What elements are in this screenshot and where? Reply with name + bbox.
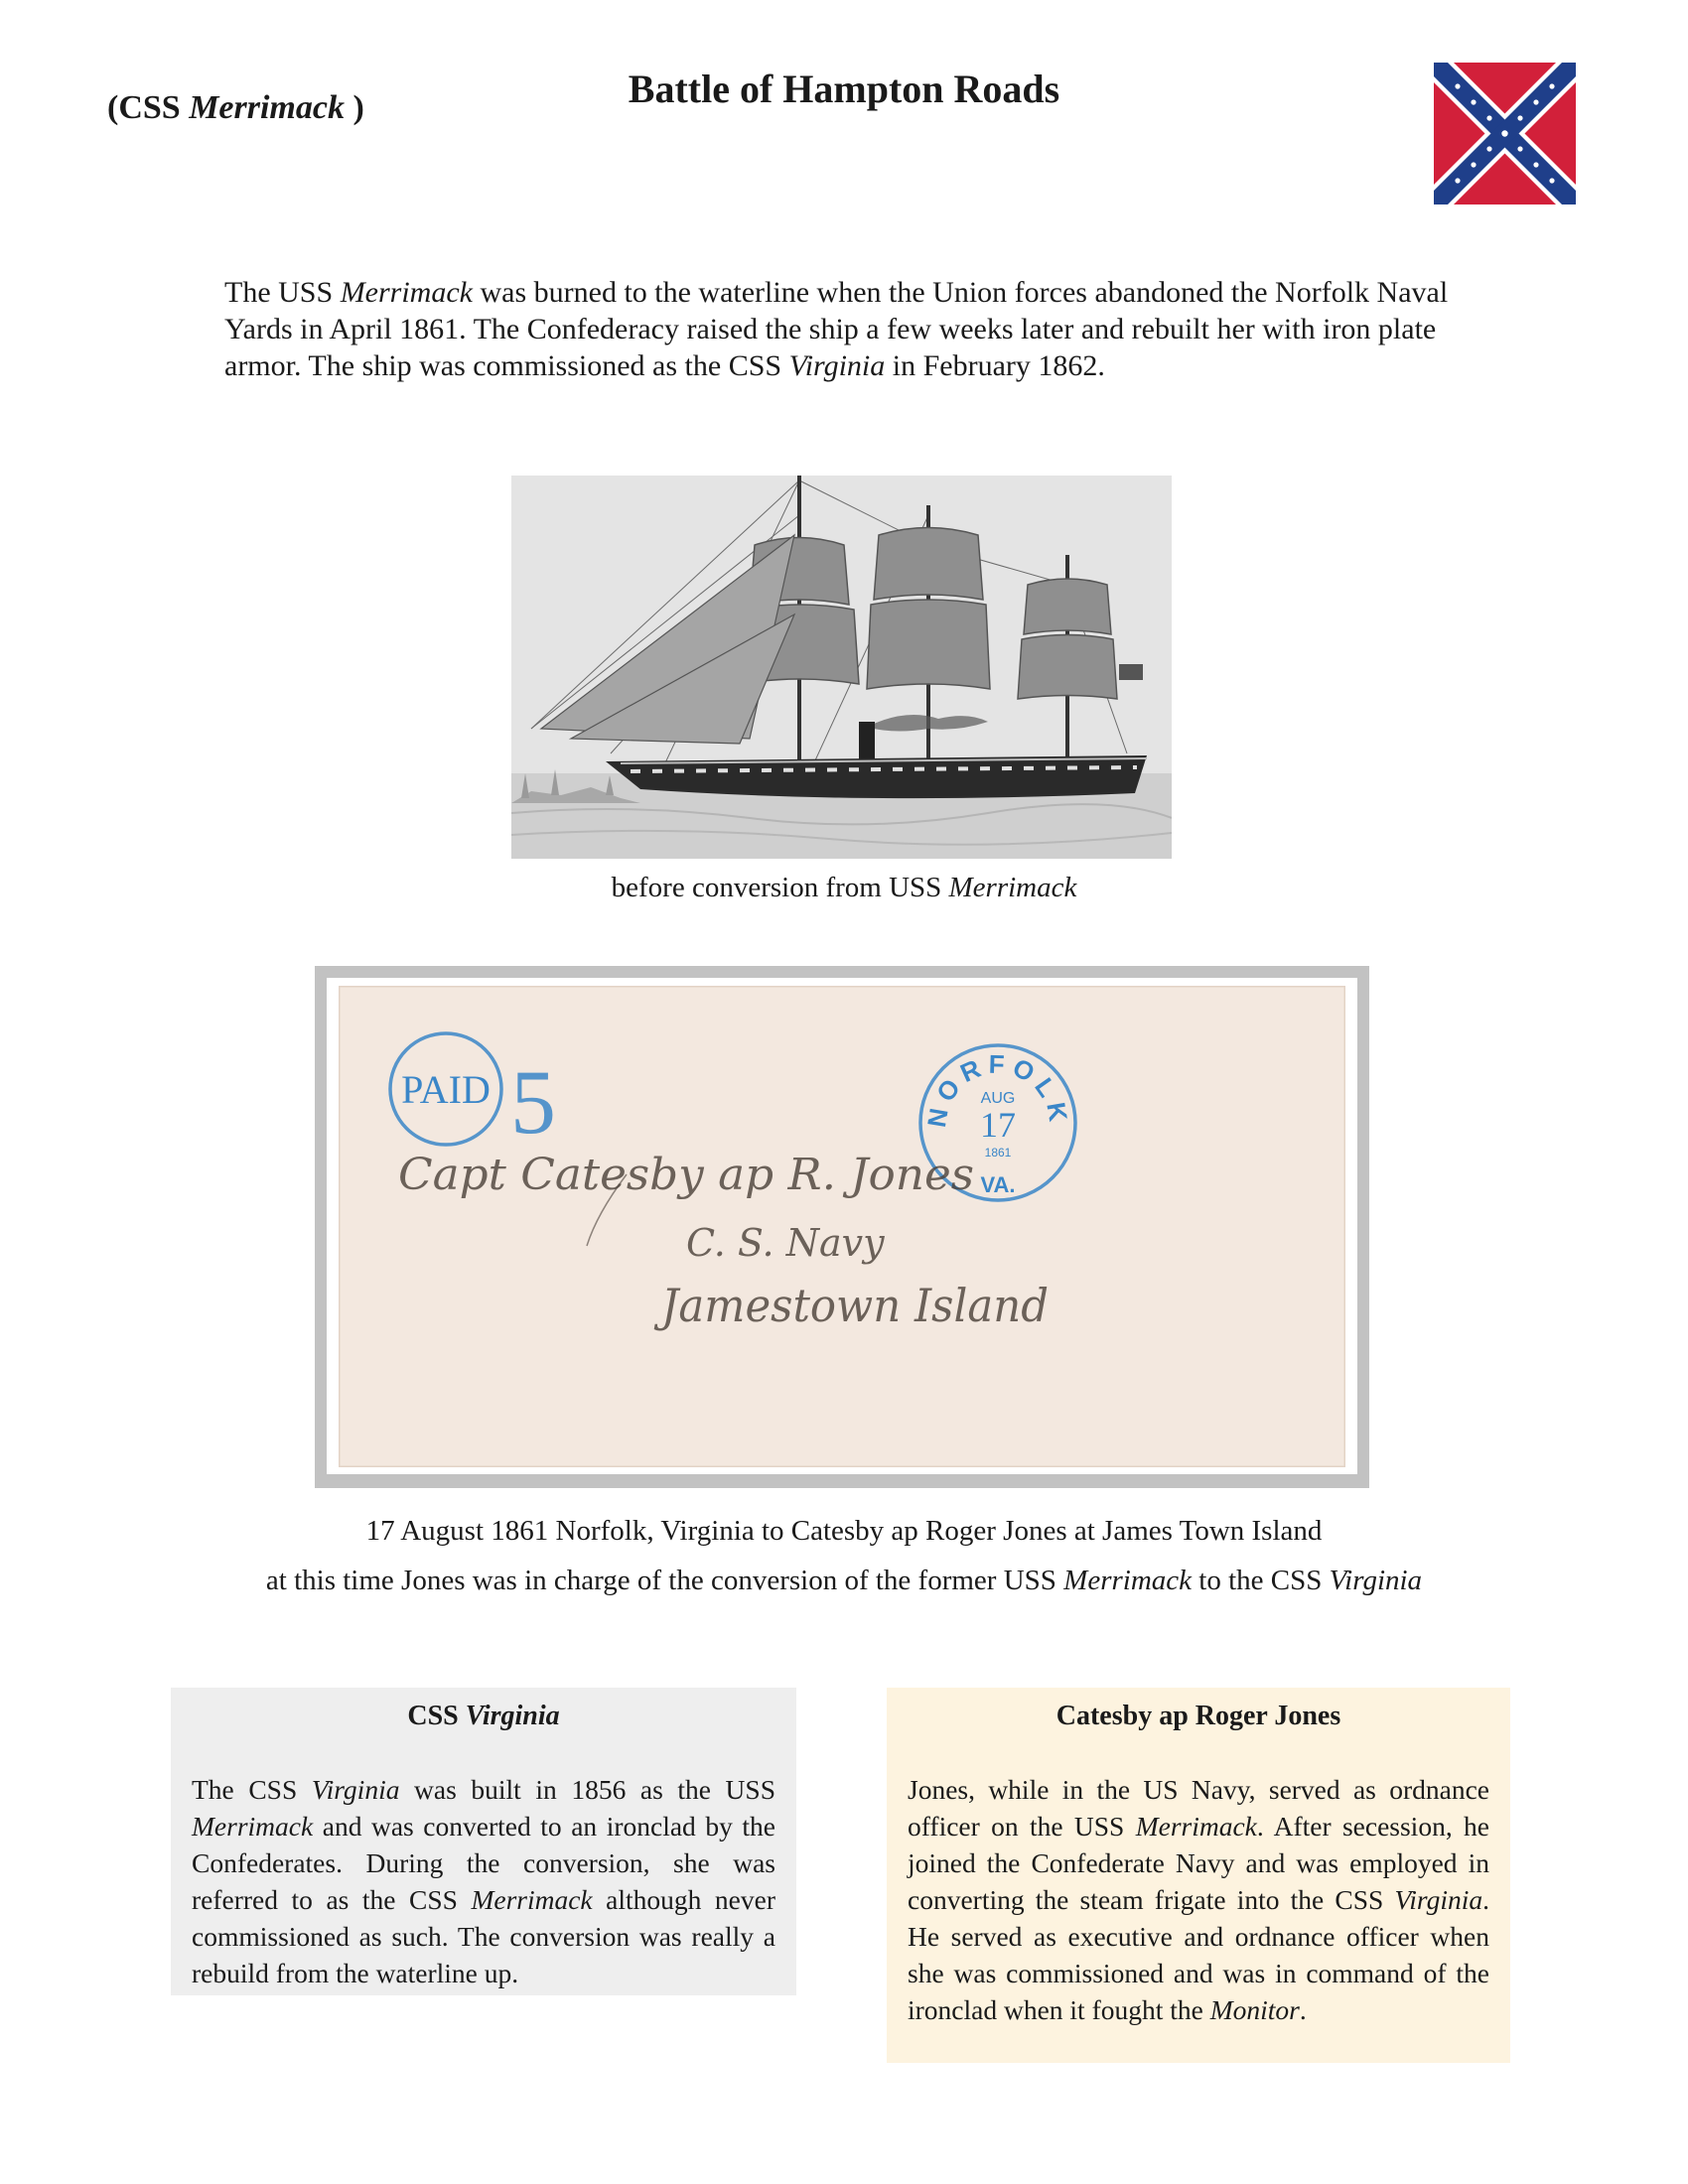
cover-caption-line2: at this time Jones was in charge of the conversion of the former USS Merrimack to the CSS Virginia: [265, 1565, 1423, 1596]
intro-paragraph: The USS Merrimack was burned to the waterline when the Union forces abandoned the Norfolk Naval Yards in April 1861. The Confederacy raised the ship a few weeks later and rebuilt her with iron plate armor. The ship was commissioned as the CSS Virginia in February 1862.: [224, 276, 1449, 382]
svg-text:17: 17: [980, 1105, 1016, 1145]
svg-text:C. S. Navy: C. S. Navy: [686, 1221, 885, 1265]
page-title: Battle of Hampton Roads: [628, 67, 1060, 111]
postal-cover: [327, 978, 1357, 1474]
ship-engraving-image: [511, 476, 1172, 859]
svg-text:VA.: VA.: [980, 1172, 1016, 1197]
svg-text:Jamestown Island: Jamestown Island: [653, 1279, 1049, 1332]
catesby-jones-box-text: Jones, while in the US Navy, served as ordnance officer on the USS Merrimack. After secession, he joined the Confederate Navy and was employed in converting the steam frigate into the CSS Virginia. He served as executive and ordnance officer when she was commissioned and was in command of the ironclad when it fought the Monitor.: [908, 1774, 1489, 2025]
svg-text:NORFOLK: NORFOLK: [920, 1048, 1075, 1130]
rate-handstamp: 5: [510, 1051, 556, 1153]
confederate-flag-icon: [1434, 63, 1576, 205]
catesby-jones-box-title: Catesby ap Roger Jones: [1055, 1701, 1341, 1731]
ship-image-caption: before conversion from USS Merrimack: [611, 872, 1077, 903]
cover-image: [339, 986, 1345, 1467]
css-virginia-box-text: The CSS Virginia was built in 1856 as the USS Merrimack and was converted to an ironclad by the Confederates. During the conversion, she was referred to as the CSS Merrimack although never commissioned as such. The conversion was really a rebuild from the waterline up.: [192, 1774, 776, 1988]
cover-caption-line1: 17 August 1861 Norfolk, Virginia to Catesby ap Roger Jones at James Town Island: [365, 1515, 1323, 1547]
catesby-jones-box: [887, 1688, 1510, 2063]
css-virginia-box-title: CSS Virginia: [407, 1701, 560, 1731]
svg-text:AUG: AUG: [980, 1090, 1016, 1107]
svg-text:1861: 1861: [984, 1146, 1012, 1160]
svg-text:Capt Catesby ap R. Jones: Capt Catesby ap R. Jones: [398, 1150, 974, 1200]
page-subtitle: (CSS Merrimack ): [107, 89, 364, 126]
svg-text:PAID: PAID: [401, 1067, 491, 1112]
css-virginia-box: [171, 1688, 796, 1995]
